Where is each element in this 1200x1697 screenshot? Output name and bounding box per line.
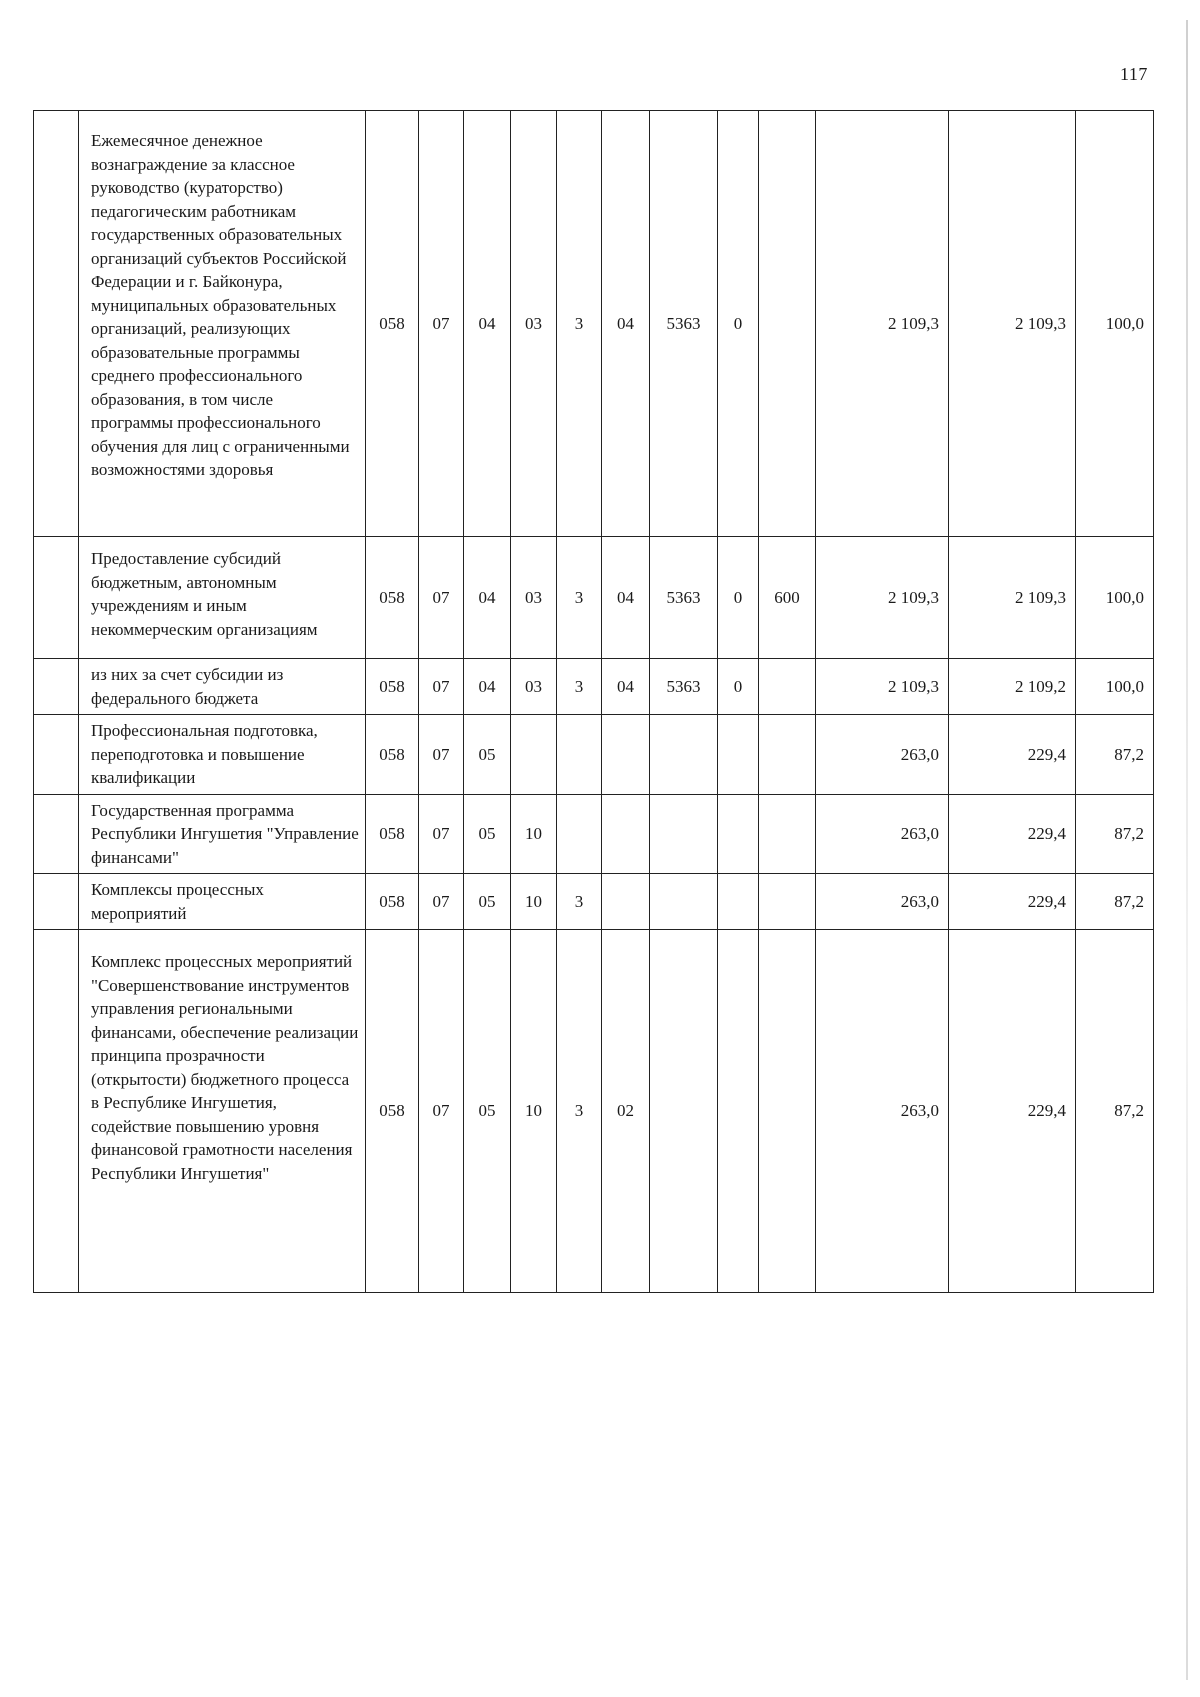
executed-amount-cell: 229,4 [949,930,1076,1293]
percent-cell: 100,0 [1076,537,1154,659]
program-cell [511,715,557,795]
subprogram-cell: 3 [557,930,602,1293]
direction-cell: 5363 [650,659,718,715]
sub-direction-cell [718,715,759,795]
row-index-cell [34,659,79,715]
grbs-cell: 058 [366,715,419,795]
expense-type-cell [759,794,816,874]
subsection-cell: 04 [464,537,511,659]
subsection-cell: 04 [464,111,511,537]
percent-cell: 87,2 [1076,930,1154,1293]
program-cell: 10 [511,874,557,930]
program-cell: 10 [511,930,557,1293]
grbs-cell: 058 [366,874,419,930]
table-row [34,111,1154,537]
table-row [34,794,1154,874]
complex-cell [602,794,650,874]
section-cell: 07 [419,537,464,659]
expense-type-cell [759,659,816,715]
program-cell: 10 [511,794,557,874]
table-row [34,715,1154,795]
direction-cell [650,715,718,795]
subsection-cell: 04 [464,659,511,715]
table-row [34,659,1154,715]
row-index-cell [34,930,79,1293]
section-cell: 07 [419,874,464,930]
percent-cell: 100,0 [1076,111,1154,537]
subprogram-cell [557,794,602,874]
percent-cell: 100,0 [1076,659,1154,715]
subprogram-cell: 3 [557,874,602,930]
subsection-cell: 05 [464,874,511,930]
table-row [34,537,1154,659]
subsection-cell: 05 [464,930,511,1293]
expense-type-cell [759,715,816,795]
executed-amount-cell: 2 109,2 [949,659,1076,715]
complex-cell: 04 [602,111,650,537]
percent-cell: 87,2 [1076,715,1154,795]
row-name-cell: Государственная программа Республики Ингушетия "Управление финансами" [79,794,366,874]
sub-direction-cell: 0 [718,537,759,659]
budget-table [33,110,1154,1293]
row-index-cell [34,537,79,659]
sub-direction-cell [718,874,759,930]
approved-amount-cell: 2 109,3 [816,537,949,659]
approved-amount-cell: 2 109,3 [816,111,949,537]
grbs-cell: 058 [366,930,419,1293]
sub-direction-cell [718,794,759,874]
grbs-cell: 058 [366,111,419,537]
complex-cell: 04 [602,537,650,659]
approved-amount-cell: 2 109,3 [816,659,949,715]
approved-amount-cell: 263,0 [816,874,949,930]
row-name-cell: Предоставление субсидий бюджетным, автономным учреждениям и иным некоммерческим организациям [79,537,366,659]
row-name-cell: Комплексы процессных мероприятий [79,874,366,930]
expense-type-cell [759,111,816,537]
executed-amount-cell: 229,4 [949,715,1076,795]
direction-cell [650,930,718,1293]
row-index-cell [34,111,79,537]
executed-amount-cell: 229,4 [949,874,1076,930]
section-cell: 07 [419,715,464,795]
subprogram-cell: 3 [557,111,602,537]
row-index-cell [34,715,79,795]
complex-cell: 02 [602,930,650,1293]
sub-direction-cell [718,930,759,1293]
executed-amount-cell: 2 109,3 [949,537,1076,659]
approved-amount-cell: 263,0 [816,715,949,795]
sub-direction-cell: 0 [718,111,759,537]
section-cell: 07 [419,794,464,874]
subsection-cell: 05 [464,715,511,795]
executed-amount-cell: 2 109,3 [949,111,1076,537]
expense-type-cell: 600 [759,537,816,659]
direction-cell: 5363 [650,111,718,537]
approved-amount-cell: 263,0 [816,930,949,1293]
section-cell: 07 [419,111,464,537]
row-index-cell [34,794,79,874]
complex-cell [602,874,650,930]
complex-cell [602,715,650,795]
scan-edge-line [1186,20,1188,1680]
program-cell: 03 [511,111,557,537]
section-cell: 07 [419,930,464,1293]
direction-cell [650,794,718,874]
subprogram-cell: 3 [557,659,602,715]
grbs-cell: 058 [366,794,419,874]
row-name-cell: из них за счет субсидии из федерального бюджета [79,659,366,715]
expense-type-cell [759,930,816,1293]
subprogram-cell: 3 [557,537,602,659]
sub-direction-cell: 0 [718,659,759,715]
table-row [34,930,1154,1293]
row-name-cell: Ежемесячное денежное вознаграждение за классное руководство (кураторство) педагогическим работникам государственных образовательных организаций субъектов Российской Федерации и г. Байконура, муниципальных образовательных организаций, реализующих образовательные программы среднего профессионального образования, в том числе программы профессионального обучения для лиц с ограниченными возможностями здоровья [79,111,366,537]
percent-cell: 87,2 [1076,874,1154,930]
complex-cell: 04 [602,659,650,715]
row-name-cell: Профессиональная подготовка, переподготовка и повышение квалификации [79,715,366,795]
expense-type-cell [759,874,816,930]
approved-amount-cell: 263,0 [816,794,949,874]
section-cell: 07 [419,659,464,715]
subprogram-cell [557,715,602,795]
grbs-cell: 058 [366,659,419,715]
grbs-cell: 058 [366,537,419,659]
percent-cell: 87,2 [1076,794,1154,874]
program-cell: 03 [511,537,557,659]
row-name-cell: Комплекс процессных мероприятий "Совершенствование инструментов управления региональными финансами, обеспечение реализации принципа прозрачности (открытости) бюджетного процесса в Республике Ингушетия, содействие повышению уровня финансовой грамотности населения Республики Ингушетия" [79,930,366,1293]
page-number: 117 [1120,64,1148,84]
table-row [34,874,1154,930]
subsection-cell: 05 [464,794,511,874]
program-cell: 03 [511,659,557,715]
direction-cell: 5363 [650,537,718,659]
direction-cell [650,874,718,930]
row-index-cell [34,874,79,930]
executed-amount-cell: 229,4 [949,794,1076,874]
